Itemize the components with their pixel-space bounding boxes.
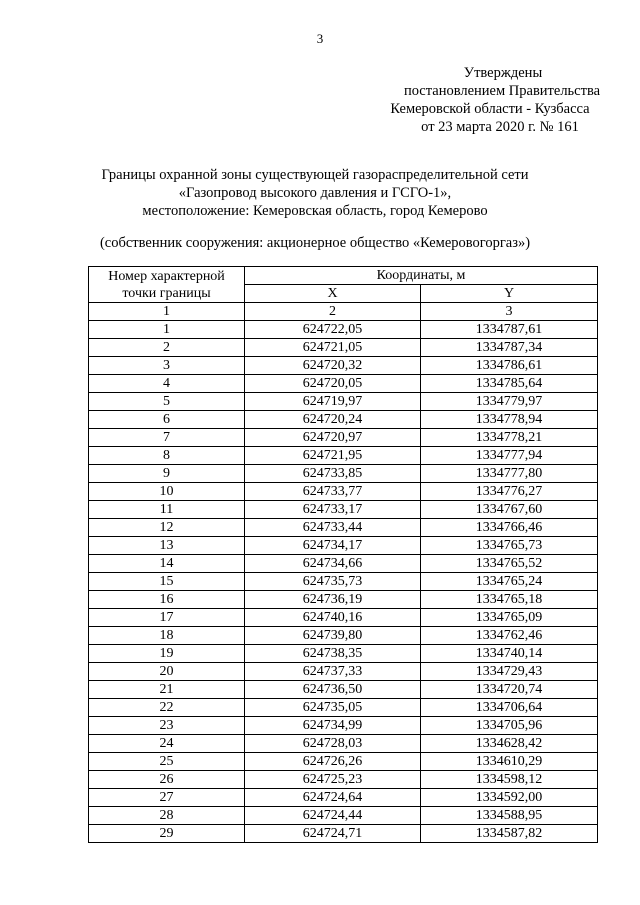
table-row [89,645,598,663]
point-number-cell: 18 [89,627,245,645]
y-coordinate-cell: 1334729,43 [421,663,598,681]
point-number-cell: 24 [89,735,245,753]
table-row [89,393,598,411]
table-row [89,339,598,357]
document-title [40,166,590,220]
x-coordinate-cell: 624724,44 [245,807,421,825]
x-coordinate-cell: 624734,99 [245,717,421,735]
approval-line: постановлением Правительства [403,83,601,99]
x-coordinate-cell: 624733,44 [245,519,421,537]
y-coordinate-cell: 1334778,21 [421,429,598,447]
title-line: «Газопровод высокого давления и ГСГО-1», [178,185,452,201]
table-row [89,537,598,555]
table-row [89,681,598,699]
approval-line: от 23 марта 2020 г. № 161 [421,119,579,135]
approval-line: Кемеровской области - Кузбасса [390,101,590,117]
point-number-cell: 2 [89,339,245,357]
table-row [89,663,598,681]
x-coordinate-cell: 624720,05 [245,375,421,393]
y-coordinate-cell: 1334598,12 [421,771,598,789]
table-row [89,717,598,735]
x-coordinate-cell: 624734,66 [245,555,421,573]
y-coordinate-cell: 1334588,95 [421,807,598,825]
y-coordinate-cell: 1334765,52 [421,555,598,573]
point-number-cell: 16 [89,591,245,609]
point-number-cell: 17 [89,609,245,627]
table-row [89,465,598,483]
header-point-number [89,267,245,303]
point-number-cell: 23 [89,717,245,735]
x-coordinate-cell: 624733,17 [245,501,421,519]
x-coordinate-cell: 624721,95 [245,447,421,465]
table-row [89,519,598,537]
y-coordinate-cell: 1334765,09 [421,609,598,627]
y-coordinate-cell: 1334587,82 [421,825,598,843]
table-row [89,357,598,375]
point-number-cell: 15 [89,573,245,591]
x-coordinate-cell: 624724,64 [245,789,421,807]
point-number-cell: 14 [89,555,245,573]
y-coordinate-cell: 1334777,80 [421,465,598,483]
header-coordinates: Координаты, м [245,267,598,285]
point-number-cell: 19 [89,645,245,663]
column-number: 3 [421,303,598,321]
point-number-cell: 25 [89,753,245,771]
y-coordinate-cell: 1334765,18 [421,591,598,609]
table-row [89,321,598,339]
x-coordinate-cell: 624740,16 [245,609,421,627]
table-row [89,699,598,717]
y-coordinate-cell: 1334767,60 [421,501,598,519]
column-number: 2 [245,303,421,321]
table-row [89,771,598,789]
point-number-cell: 1 [89,321,245,339]
point-number-cell: 10 [89,483,245,501]
point-number-cell: 13 [89,537,245,555]
table-row [89,375,598,393]
point-number-cell: 7 [89,429,245,447]
title-line: Границы охранной зоны существующей газораспределительной сети [101,167,529,183]
y-coordinate-cell: 1334765,73 [421,537,598,555]
x-coordinate-cell: 624720,97 [245,429,421,447]
point-number-cell: 8 [89,447,245,465]
y-coordinate-cell: 1334762,46 [421,627,598,645]
point-number-cell: 26 [89,771,245,789]
coordinates-table [88,266,598,843]
point-number-cell: 4 [89,375,245,393]
y-coordinate-cell: 1334787,61 [421,321,598,339]
y-coordinate-cell: 1334779,97 [421,393,598,411]
x-coordinate-cell: 624724,71 [245,825,421,843]
x-coordinate-cell: 624722,05 [245,321,421,339]
y-coordinate-cell: 1334777,94 [421,447,598,465]
table-row [89,411,598,429]
header-point-line: точки границы [122,285,211,301]
y-coordinate-cell: 1334610,29 [421,753,598,771]
x-coordinate-cell: 624733,85 [245,465,421,483]
point-number-cell: 9 [89,465,245,483]
point-number-cell: 12 [89,519,245,537]
table-row [89,573,598,591]
point-number-cell: 3 [89,357,245,375]
y-coordinate-cell: 1334628,42 [421,735,598,753]
y-coordinate-cell: 1334720,74 [421,681,598,699]
table-row [89,735,598,753]
page-number: 3 [316,31,324,46]
x-coordinate-cell: 624735,73 [245,573,421,591]
table-row [89,429,598,447]
table-row [89,825,598,843]
y-coordinate-cell: 1334776,27 [421,483,598,501]
table-row [89,447,598,465]
title-line: местоположение: Кемеровская область, город Кемерово [142,203,488,219]
x-coordinate-cell: 624721,05 [245,339,421,357]
point-number-cell: 29 [89,825,245,843]
x-coordinate-cell: 624737,33 [245,663,421,681]
point-number-cell: 6 [89,411,245,429]
owner-note: (собственник сооружения: акционерное общество «Кемеровогоргаз») [99,235,531,251]
table-row [89,591,598,609]
x-coordinate-cell: 624720,24 [245,411,421,429]
y-coordinate-cell: 1334787,34 [421,339,598,357]
table-row [89,609,598,627]
point-number-cell: 21 [89,681,245,699]
y-coordinate-cell: 1334766,46 [421,519,598,537]
y-coordinate-cell: 1334705,96 [421,717,598,735]
y-coordinate-cell: 1334740,14 [421,645,598,663]
header-x: X [245,285,421,303]
point-number-cell: 5 [89,393,245,411]
x-coordinate-cell: 624736,19 [245,591,421,609]
table-row [89,789,598,807]
x-coordinate-cell: 624733,77 [245,483,421,501]
x-coordinate-cell: 624726,26 [245,753,421,771]
x-coordinate-cell: 624735,05 [245,699,421,717]
table-row [89,807,598,825]
x-coordinate-cell: 624720,32 [245,357,421,375]
header-point-line: Номер характерной [108,268,225,284]
x-coordinate-cell: 624736,50 [245,681,421,699]
x-coordinate-cell: 624725,23 [245,771,421,789]
point-number-cell: 28 [89,807,245,825]
y-coordinate-cell: 1334706,64 [421,699,598,717]
x-coordinate-cell: 624728,03 [245,735,421,753]
x-coordinate-cell: 624738,35 [245,645,421,663]
table-row [89,501,598,519]
table-row [89,627,598,645]
y-coordinate-cell: 1334592,00 [421,789,598,807]
approval-line: Утверждены [463,65,543,81]
table-row [89,753,598,771]
point-number-cell: 22 [89,699,245,717]
point-number-cell: 11 [89,501,245,519]
point-number-cell: 20 [89,663,245,681]
x-coordinate-cell: 624734,17 [245,537,421,555]
point-number-cell: 27 [89,789,245,807]
y-coordinate-cell: 1334765,24 [421,573,598,591]
y-coordinate-cell: 1334786,61 [421,357,598,375]
y-coordinate-cell: 1334778,94 [421,411,598,429]
y-coordinate-cell: 1334785,64 [421,375,598,393]
approval-block [340,64,640,136]
x-coordinate-cell: 624719,97 [245,393,421,411]
table-row [89,555,598,573]
table-row [89,483,598,501]
coordinates-body [89,321,598,843]
x-coordinate-cell: 624739,80 [245,627,421,645]
header-y: Y [421,285,598,303]
column-number: 1 [89,303,245,321]
